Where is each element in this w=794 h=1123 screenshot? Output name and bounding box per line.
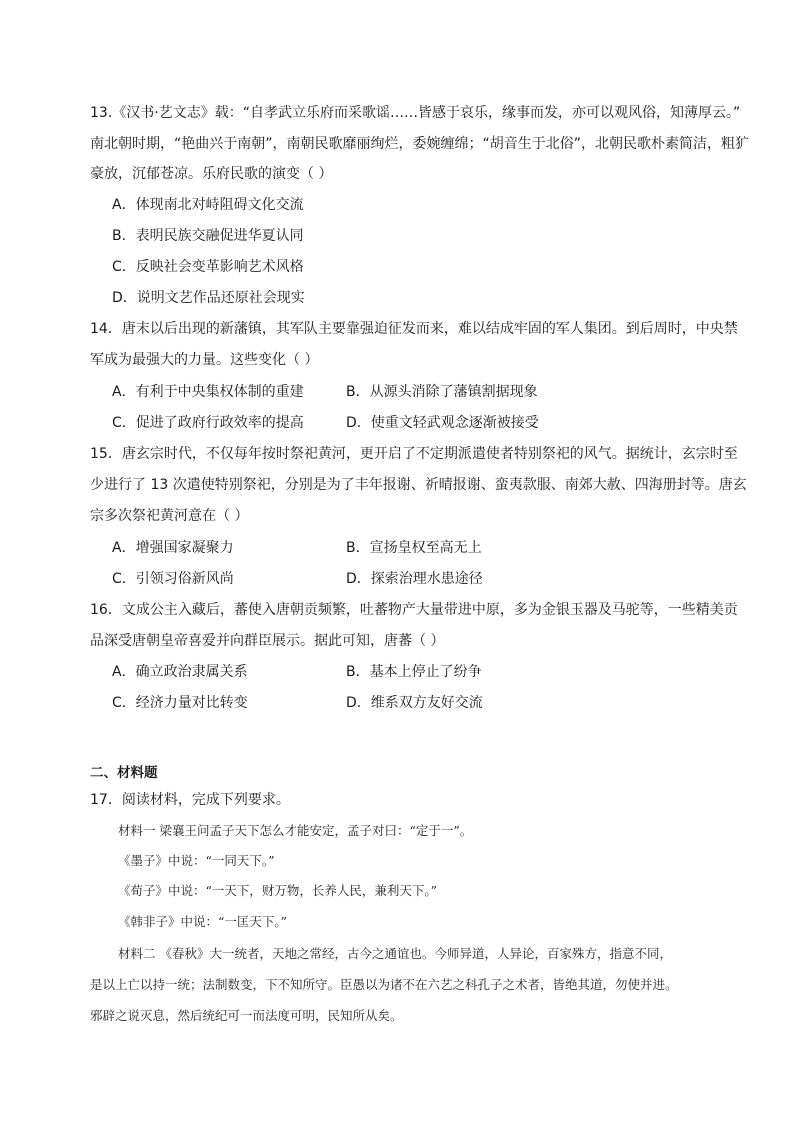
option-c[interactable]: C．促进了政府行政效率的提高 (112, 415, 304, 431)
option-a[interactable]: A．确立政治隶属关系 (112, 664, 248, 680)
option-a[interactable]: A．体现南北对峙阻碍文化交流 (112, 197, 304, 213)
option-d[interactable]: D．维系双方友好交流 (346, 695, 483, 711)
option-c[interactable]: C．经济力量对比转变 (112, 695, 248, 711)
question-text-line: 豪放，沉郁苍凉。乐府民歌的演变（ ） (90, 166, 333, 182)
option-c[interactable]: C．反映社会变革影响艺术风格 (112, 259, 304, 275)
material-line: 《韩非子》中说：“一匡天下。” (118, 914, 288, 929)
material-line: 材料二 《春秋》大一统者，天地之常经，古今之通谊也。今师异道，人异论，百家殊方，指意不同， (118, 946, 672, 961)
option-d[interactable]: D．使重文轻武观念逐渐被接受 (346, 415, 539, 431)
option-b[interactable]: B．表明民族交融促进华夏认同 (112, 228, 304, 244)
material-line: 是以上亡以持一统；法制数变，下不知所守。臣愚以为诸不在六艺之科孔子之术者，皆绝其道，勿使并进。 (90, 977, 678, 992)
question-text-line: 少进行了 13 次遣使特别祭祀，分别是为了丰年报谢、祈晴报谢、蛮夷款服、南郊大赦、四海册封等。唐玄 (90, 477, 747, 493)
question-text-line: 16．文成公主入藏后，蕃使入唐朝贡频繁，吐蕃物产大量带进中原，多为金银玉器及马驼等，一些精美贡 (90, 602, 738, 618)
option-a[interactable]: A．增强国家凝聚力 (112, 540, 234, 556)
question-text-line: 军成为最强大的力量。这些变化（ ） (90, 352, 319, 368)
option-c[interactable]: C．引领习俗新风尚 (112, 571, 234, 587)
question-text-line: 南北朝时期，“艳曲兴于南朝”，南朝民歌靡丽绚烂，委婉缠绵；“胡音生于北俗”，北朝民歌朴素简洁，粗犷 (90, 136, 750, 152)
section-title: 二、材料题 (90, 765, 158, 781)
material-line: 材料一 梁襄王问孟子天下怎么才能安定，孟子对曰：“定于一”。 (118, 823, 473, 838)
question-text-line: 15．唐玄宗时代，不仅每年按时祭祀黄河，更开启了不定期派遣使者特别祭祀的风气。据统计，玄宗时至 (90, 446, 738, 462)
question-text-line: 宗多次祭祀黄河意在（ ） (90, 508, 249, 524)
option-b[interactable]: B．宣扬皇权至高无上 (346, 540, 482, 556)
question-prompt: 17．阅读材料，完成下列要求。 (90, 792, 290, 808)
question-text-line: 13.《汉书·艺文志》载：“自孝武立乐府而采歌谣……皆感于哀乐，缘事而发，亦可以观风俗，知薄厚云。” (90, 105, 741, 121)
option-d[interactable]: D．说明文艺作品还原社会现实 (112, 290, 305, 306)
question-text-line: 品深受唐朝皇帝喜爱并向群臣展示。据此可知，唐蕃（ ） (90, 633, 445, 649)
option-b[interactable]: B．从源头消除了藩镇割据现象 (346, 384, 538, 400)
material-line: 《荀子》中说：“一天下，财万物，长养人民，兼利天下。” (118, 883, 438, 898)
material-line: 《墨子》中说：“一同天下。” (118, 853, 275, 868)
material-line: 邪辟之说灭息，然后统纪可一而法度可明，民知所从矣。 (90, 1008, 403, 1023)
question-text-line: 14．唐末以后出现的新藩镇，其军队主要靠强迫征发而来，难以结成牢固的军人集团。到后周时，中央禁 (90, 321, 738, 337)
option-a[interactable]: A．有利于中央集权体制的重建 (112, 384, 304, 400)
option-b[interactable]: B．基本上停止了纷争 (346, 664, 482, 680)
option-d[interactable]: D．探索治理水患途径 (346, 571, 483, 587)
